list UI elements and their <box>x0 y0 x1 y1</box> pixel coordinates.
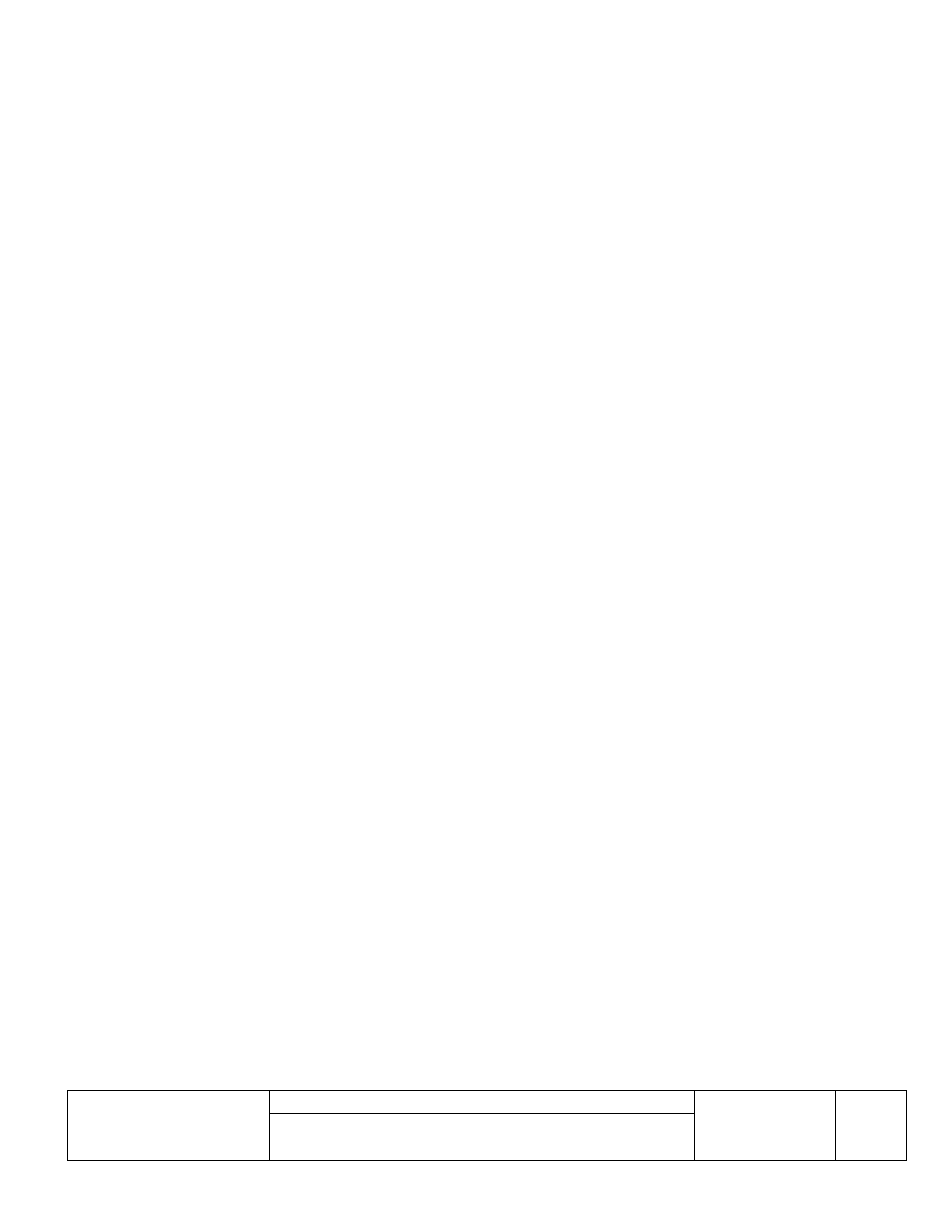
revision-cell <box>836 1091 906 1160</box>
part-number-cell <box>695 1091 836 1160</box>
logo-cell <box>68 1091 270 1160</box>
title-cell <box>270 1091 695 1160</box>
document-subtitle <box>270 1114 694 1116</box>
sae-logo-icon <box>136 1103 202 1147</box>
notes-section <box>88 636 878 652</box>
title-block <box>67 1090 907 1161</box>
document-title <box>270 1091 694 1114</box>
